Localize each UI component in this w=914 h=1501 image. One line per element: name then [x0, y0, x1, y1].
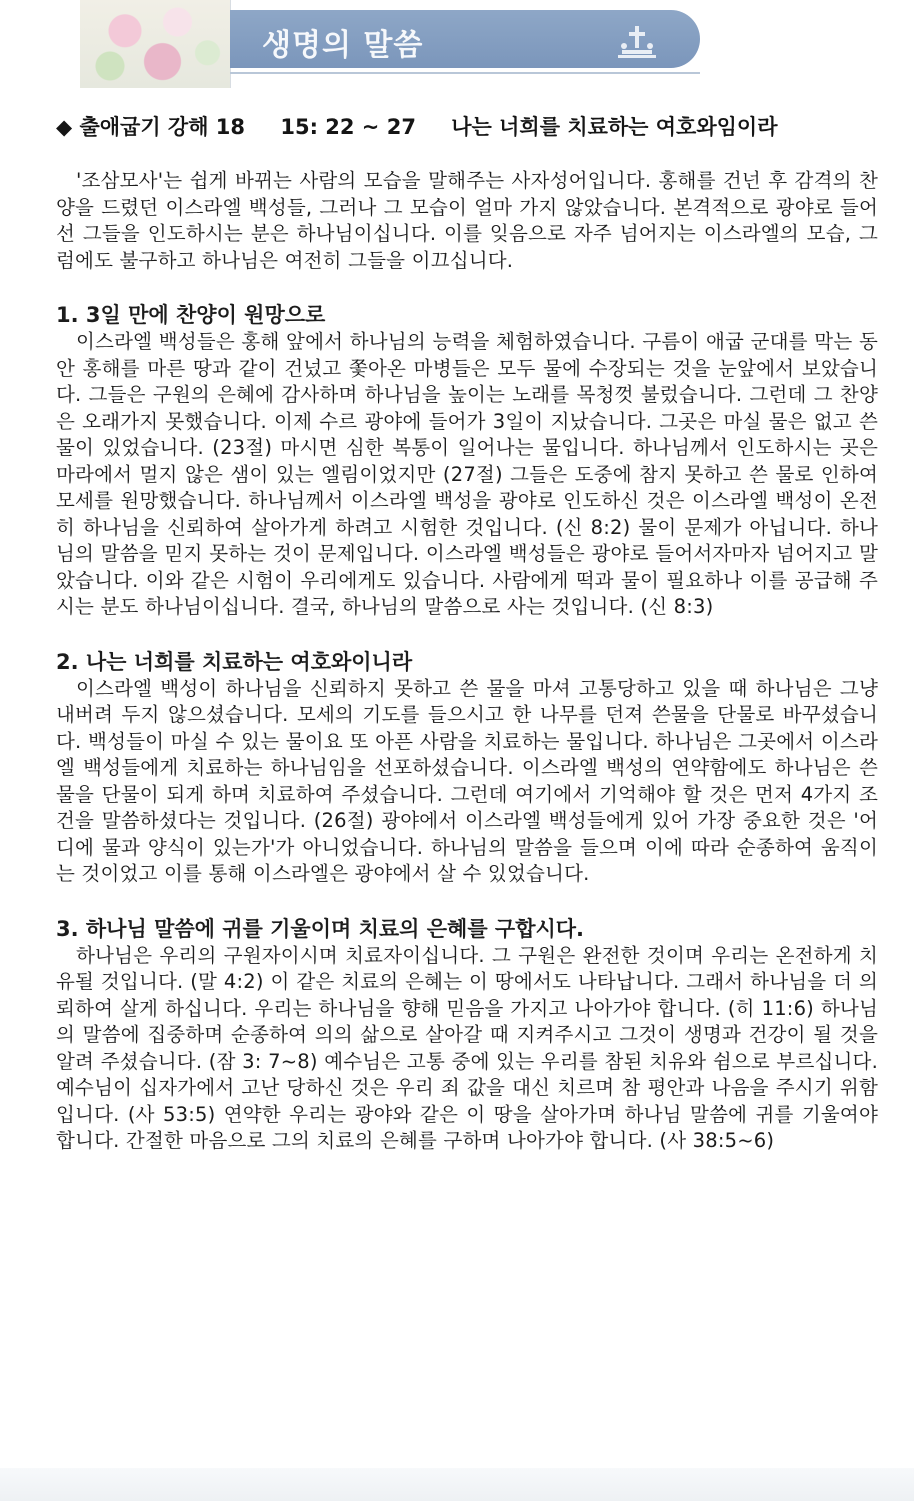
page-title: 생명의 말씀 [262, 28, 424, 63]
header-divider [230, 72, 700, 74]
section-title: 3. 하나님 말씀에 귀를 기울이며 치료의 은혜를 구합시다. [56, 916, 585, 941]
section-3 [56, 916, 878, 1155]
flower-photo [80, 0, 231, 88]
section-1 [56, 302, 878, 621]
section-body: 하나님은 우리의 구원자이시며 치료자이십니다. 그 구원은 완전한 것이며 우리는 온전하게 치유될 것입니다. (말 4:2) 이 같은 치료의 은혜는 이 땅에서도 나타납니다. 그래서 하나님을 더 의뢰하여 살게 하십니다. 우리는 하나님을 향해 믿음을 가지고 나아가야 합니다. (히 11:6) 하나님의 말씀에 집중하며 순종하여 의의 삶으로 살아갈 때 지켜주시고 그것이 생명과 건강이 될 것을 알려 주셨습니다. (잠 3: 7~8) 예수님은 고통 중에 있는 우리를 참된 치유와 쉼으로 부르십니다. 예수님이 십자가에서 고난 당하신 것은 우리 죄 값을 대신 치르며 참 평안과 나음을 주시기 위함입니다. (사 53:5) 연약한 우리는 광야와 같은 이 땅을 살아가며 하나님 말씀에 귀를 기울여야 합니다. 간절한 마음으로 그의 치료의 은혜를 구하며 나아가야 합니다. (사 38:5~6) [56, 943, 878, 1152]
sermon-subject [56, 112, 878, 142]
intro-paragraph: '조삼모사'는 쉽게 바뀌는 사람의 모습을 말해주는 사자성어입니다. 홍해를 건넌 후 감격의 찬양을 드렸던 이스라엘 백성들, 그러나 그 모습이 얼마 가지 않았습니다. 본격적으로 광야로 들어선 그들을 인도하시는 분은 하나님이십니다. 이를 잊음으로 자주 넘어지는 이스라엘의 모습, 그럼에도 불구하고 하나님은 여전히 그들을 이끄십니다. [56, 169, 878, 272]
page-header [0, 0, 914, 90]
section-body: 이스라엘 백성들은 홍해 앞에서 하나님의 능력을 체험하였습니다. 구름이 애굽 군대를 막는 동안 홍해를 마른 땅과 같이 건넜고 쫓아온 마병들은 모두 물에 수장되는 것을 눈앞에서 보았습니다. 그들은 구원의 은혜에 감사하며 하나님을 높이는 노래를 목청껏 불렀습니다. 그런데 그 찬양은 오래가지 못했습니다. 이제 수르 광야에 들어가 3일이 지났습니다. 그곳은 마실 물은 없고 쓴 물이 있었습니다. (23절) 마시면 심한 복통이 일어나는 물입니다. 하나님께서 인도하시는 곳은 마라에서 멀지 않은 샘이 있는 엘림이었지만 (27절) 그들은 도중에 참지 못하고 쓴 물로 인하여 모세를 원망했습니다. 하나님께서 이스라엘 백성을 광야로 인도하신 것은 이스라엘 백성이 온전히 하나님을 신뢰하여 살아가게 하려고 시험한 것입니다. (신 8:2) 물이 문제가 아닙니다. 하나님의 말씀을 믿지 못하는 것이 문제입니다. 이스라엘 백성들은 광야로 들어서자마자 넘어지고 말았습니다. 이와 같은 시험이 우리에게도 있습니다. 사람에게 떡과 물이 필요하나 이를 공급해 주시는 분도 하나님이십니다. 결국, 하나님의 말씀으로 사는 것입니다. (신 8:3) [56, 330, 878, 618]
diamond-bullet-icon: ◆ [56, 115, 73, 139]
section-body: 이스라엘 백성이 하나님을 신뢰하지 못하고 쓴 물을 마셔 고통당하고 있을 때 하나님은 그냥 내버려 두지 않으셨습니다. 모세의 기도를 들으시고 한 나무를 던져 쓴물을 단물로 바꾸셨습니다. 백성들이 마실 수 있는 물이요 또 아픈 사람을 치료하는 물입니다. 하나님은 그곳에서 이스라엘 백성들에게 치료하는 하나님임을 선포하셨습니다. 이스라엘 백성의 연약함에도 하나님은 쓴 물을 단물이 되게 하며 치료하여 주셨습니다. 그런데 여기에서 기억해야 할 것은 먼저 4가지 조건을 말씀하셨다는 것입니다. (26절) 광야에서 이스라엘 백성들에게 있어 가장 중요한 것은 '어디에 물과 양식이 있는가'가 아니었습니다. 하나님의 말씀을 들으며 이에 따라 순종하여 움직이는 것이었고 이를 통해 이스라엘은 광야에서 살 수 있었습니다. [56, 676, 878, 885]
series-title: 출애굽기 강해 18 [79, 115, 246, 139]
scripture-reference: 15: 22 ~ 27 [280, 115, 416, 139]
sermon-content [56, 112, 878, 1155]
church-logo-icon [614, 22, 660, 60]
section-title: 2. 나는 너희를 치료하는 여호와이니라 [56, 649, 413, 674]
section-2 [56, 649, 878, 888]
sermon-headline: 나는 너희를 치료하는 여호와임이라 [451, 115, 778, 139]
section-title: 1. 3일 만에 찬양이 원망으로 [56, 303, 326, 327]
footer-band [0, 1468, 914, 1501]
